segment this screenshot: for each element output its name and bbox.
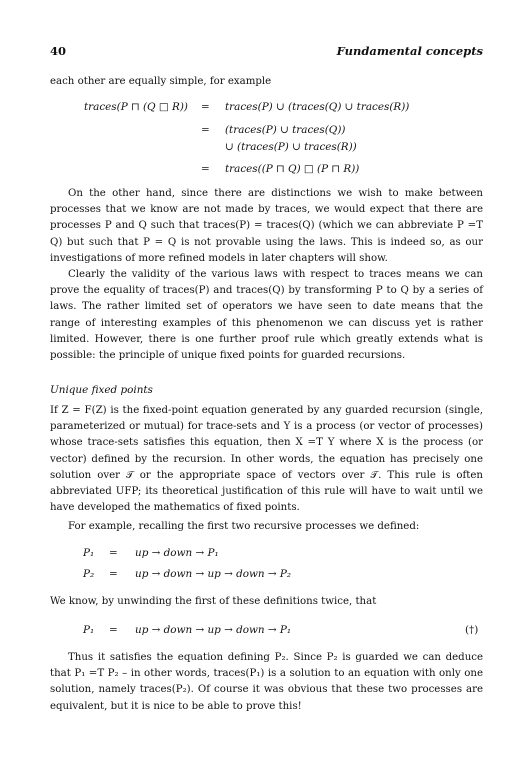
- definition-2-lhs: P₂: [83, 568, 95, 580]
- unwound-equation-relation: =: [109, 624, 118, 636]
- traces-equation-rhs-1: traces(P) ∪ (traces(Q) ∪ traces(R)): [225, 101, 410, 113]
- traces-equation-lhs: traces(P ⊓ (Q □ R)): [84, 101, 188, 113]
- paragraph-4: For example, recalling the first two recursive processes we defined:: [68, 521, 420, 532]
- unwound-equation-rhs: up → down → up → down → P₁: [135, 624, 292, 636]
- running-title: Fundamental concepts: [336, 44, 483, 58]
- definition-1-relation: =: [109, 547, 118, 559]
- definition-1-rhs: up → down → P₁: [135, 547, 219, 559]
- paragraph-3: If Z = F(Z) is the fixed-point equation generated by any guarded recursion (single, parameterized or mutual) for trace-sets and Y is a process (or vector of processes) whose trace-sets satisfies this equation, then X =T Y where X is the process (or vector) defined by the recursion. In other words, the equation has precisely one solution over 𝒯 or the appropriate space of vectors over 𝒯. This rule is often abbreviated UFP; its theoretical justification of this rule will have to wait until we have developed the mathematics of fixed points.: [50, 405, 483, 514]
- definition-2-relation: =: [109, 568, 118, 580]
- traces-equation-relation-1: =: [201, 101, 210, 113]
- equation-tag: (†): [465, 624, 479, 636]
- paragraph-1: On the other hand, since there are distinctions we wish to make between processes that we know are not made by traces, we would expect that there are processes P and Q such that traces(P) = traces(Q) (which we can abbreviate P =T Q) but such that P = Q is not provable using the laws. This is indeed so, as our investigations of more refined models in later chapters will show.: [50, 188, 483, 264]
- traces-equation-rhs-2a: (traces(P) ∪ traces(Q)): [225, 124, 346, 136]
- definition-2-rhs: up → down → up → down → P₂: [135, 568, 292, 580]
- unwound-equation-lhs: P₁: [83, 624, 95, 636]
- intro-line: each other are equally simple, for example: [50, 76, 272, 87]
- paragraph-6: Thus it satisfies the equation defining P₂. Since P₂ is guarded we can deduce that P₁ =T P₂ – in other words, traces(P₁) is a solution to an equation with only one solution, namely traces(P₂). Of course it was obvious that these two processes are equivalent, but it is nice to be able to prove this!: [50, 652, 483, 712]
- paragraph-2: Clearly the validity of the various laws with respect to traces means we can prove the equality of traces(P) and traces(Q) by transforming P to Q by a series of laws. The rather limited set of operators we have seen to date means that the range of interesting examples of this phenomenon we can discuss yet is rather limited. However, there is one further proof rule which greatly extends what is possible: the principle of unique fixed points for guarded recursions.: [50, 269, 483, 362]
- traces-equation-rhs-3: traces((P ⊓ Q) □ (P ⊓ R)): [225, 163, 360, 175]
- traces-equation-relation-2: =: [201, 124, 210, 136]
- section-heading: Unique fixed points: [50, 384, 153, 396]
- traces-equation-rhs-2b: ∪ (traces(P) ∪ traces(R)): [225, 141, 357, 153]
- page-number: 40: [50, 44, 67, 58]
- definition-1-lhs: P₁: [83, 547, 95, 559]
- traces-equation-relation-3: =: [201, 163, 210, 175]
- paragraph-5: We know, by unwinding the first of these definitions twice, that: [50, 596, 377, 607]
